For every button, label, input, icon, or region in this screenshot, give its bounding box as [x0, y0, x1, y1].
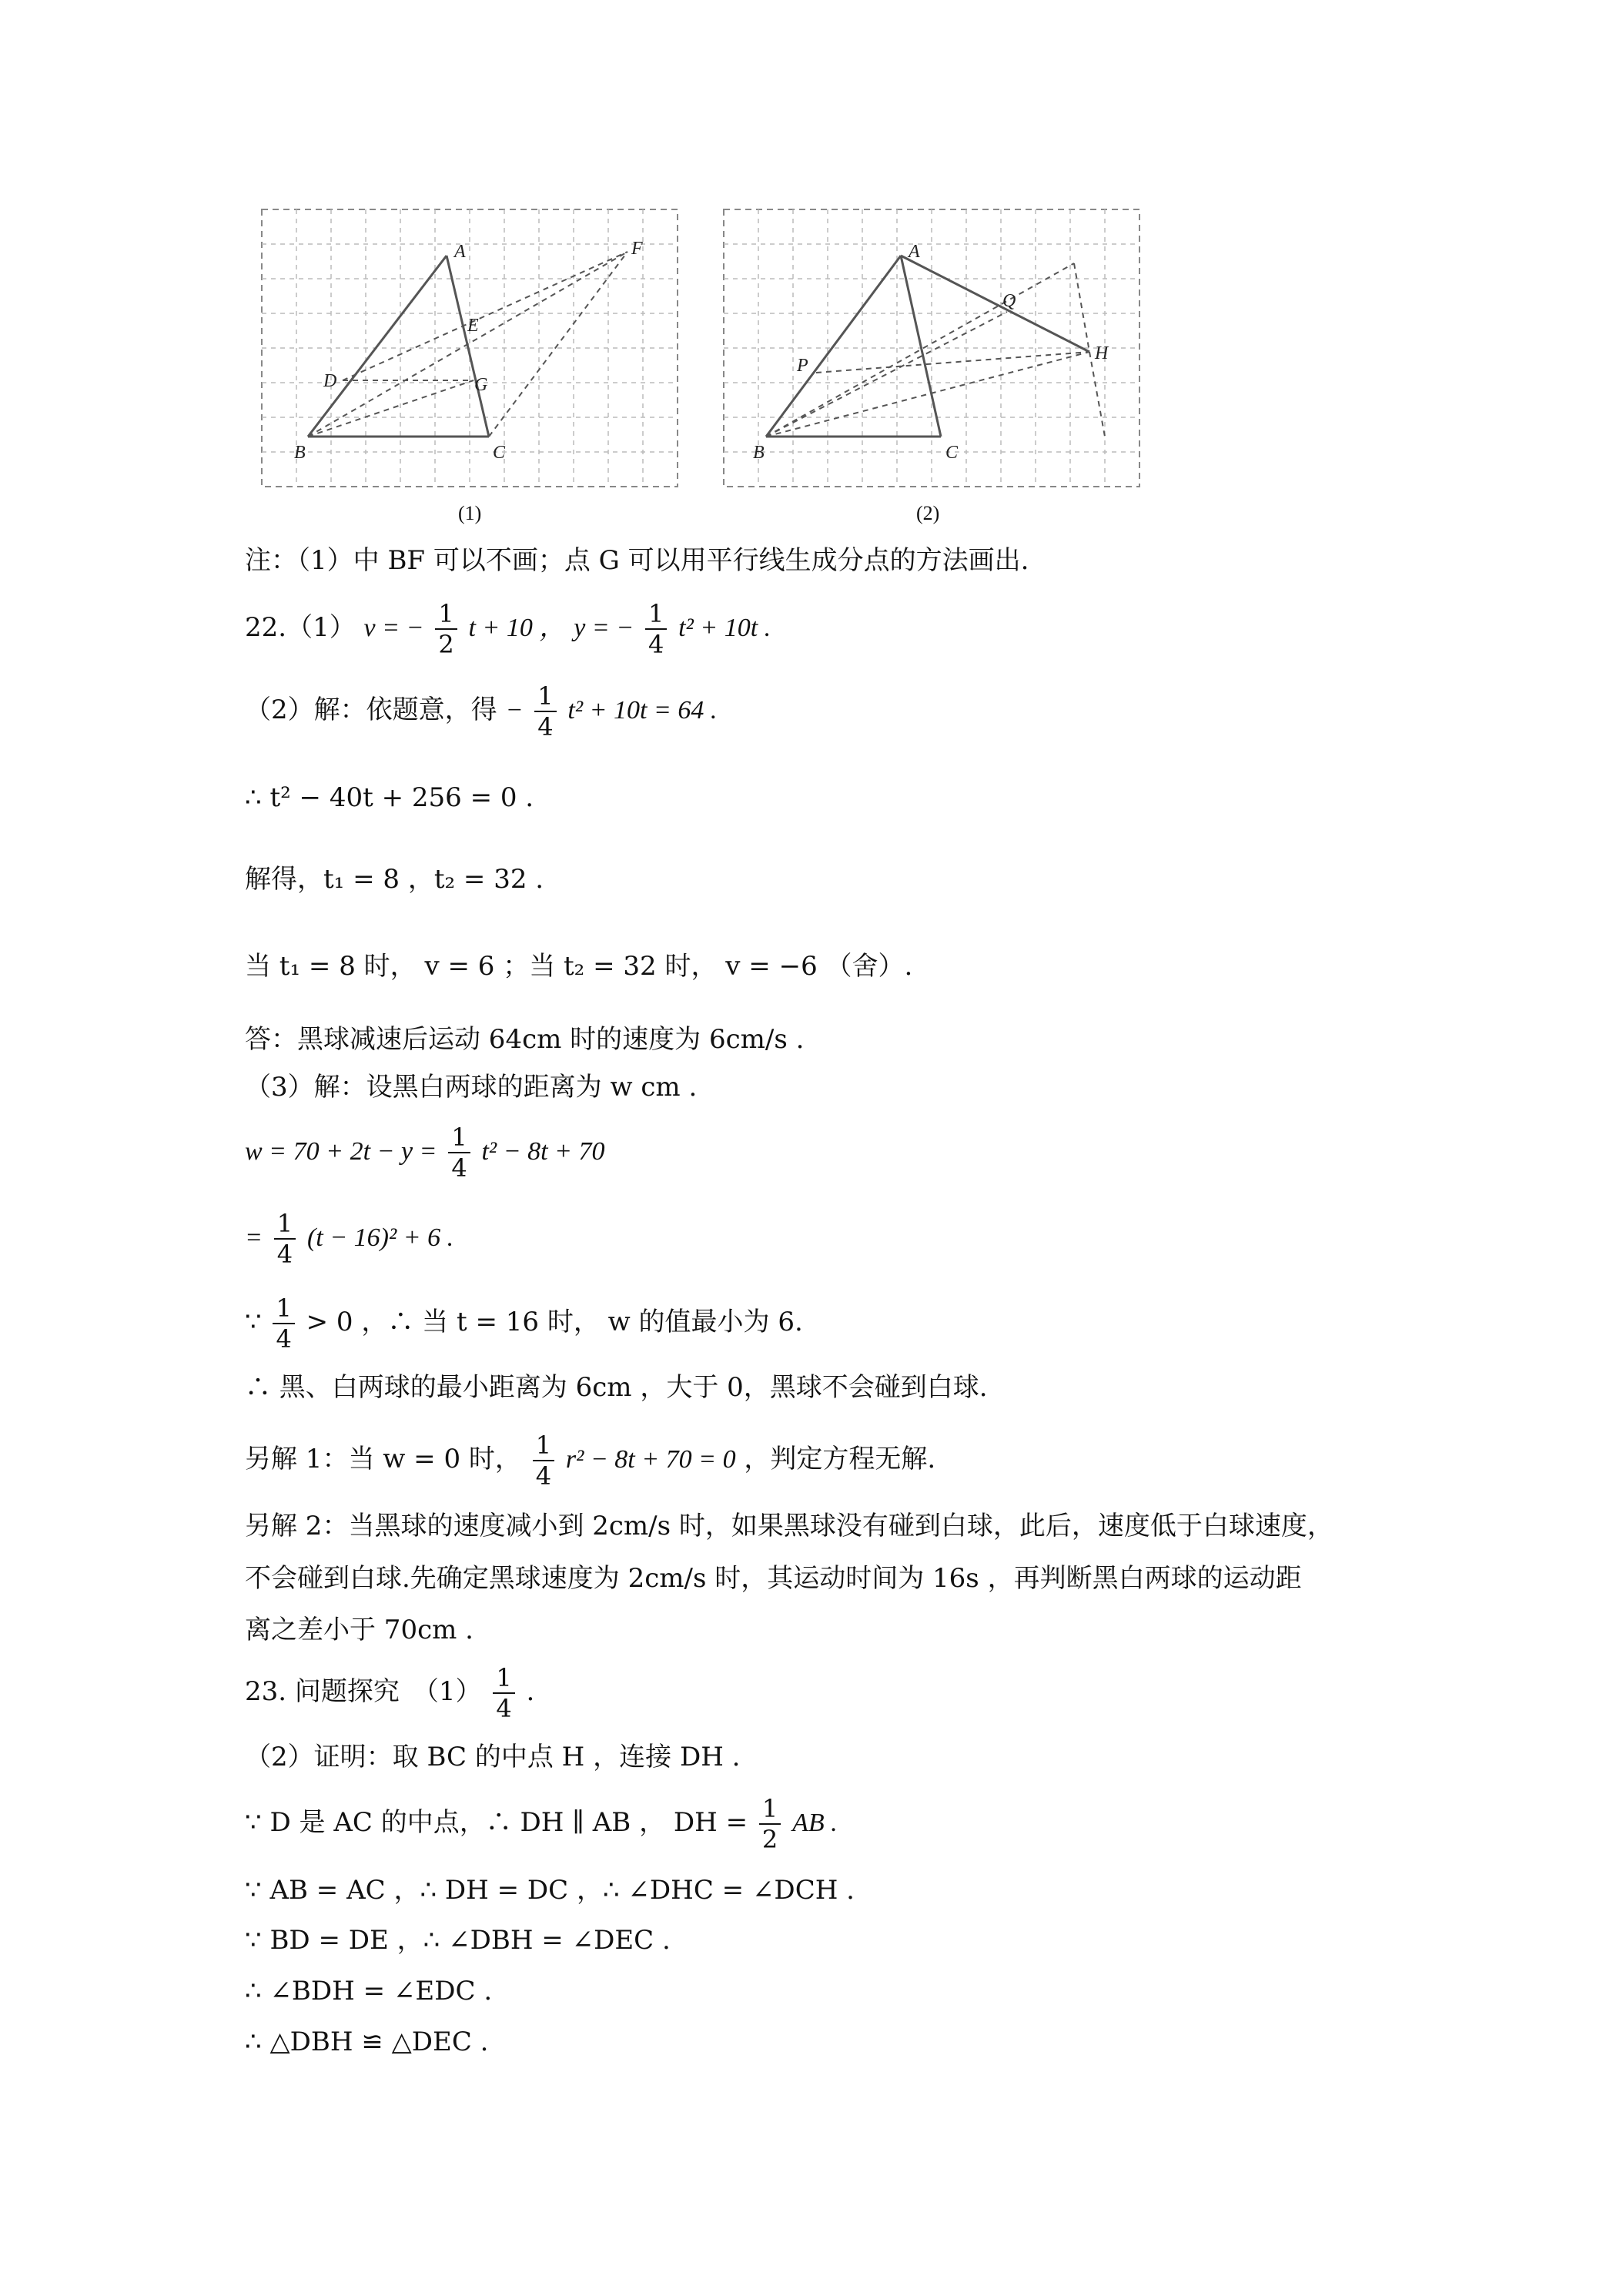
v-lhs: v = − — [363, 614, 424, 642]
w-lhs: w = 70 + 2t − y = — [245, 1137, 437, 1166]
since-line — [245, 1294, 803, 1354]
q22-solution: 解得，t₁ = 8 ，t₂ = 32 . — [245, 864, 544, 895]
note-line: 注：（1）中 BF 可以不画；点 G 可以用平行线生成分点的方法画出. — [245, 545, 1029, 576]
label-a: A — [454, 242, 466, 262]
q22-answer: 答：黑球减速后运动 64cm 时的速度为 6cm/s . — [245, 1024, 805, 1055]
alt1-suffix: ，判定方程无解. — [744, 1444, 936, 1474]
figure-2 — [716, 202, 1155, 525]
w2-rhs: (t − 16)² + 6 . — [306, 1223, 454, 1252]
eq2-lhs: − — [505, 696, 524, 725]
frac-den: 4 — [648, 630, 664, 659]
q23-dh-suffix: AB . — [792, 1809, 838, 1837]
frac-num: 1 — [533, 1431, 554, 1461]
frac-den: 4 — [537, 712, 554, 741]
q22-equation: ∴ t² − 40t + 256 = 0 . — [245, 782, 534, 813]
eq2-rhs: t² + 10t = 64 . — [567, 696, 718, 725]
fraction-half — [435, 599, 457, 659]
label-p: P — [797, 356, 808, 376]
w-expression — [245, 1123, 604, 1183]
label-c: C — [493, 443, 506, 463]
q22-conclusion: ∴ 黑、白两球的最小距离为 6cm ，大于 0，黑球不会碰到白球. — [245, 1372, 988, 1403]
fraction-half — [759, 1794, 781, 1854]
alt-solution-2-line2: 不会碰到白球.先确定黑球速度为 2cm/s 时，其运动时间为 16s ，再判断黑白两球的运动距 — [245, 1563, 1302, 1594]
fraction-quarter — [448, 1123, 470, 1183]
alt-solution-1 — [245, 1431, 935, 1491]
frac-num: 1 — [493, 1663, 514, 1694]
frac-den: 4 — [276, 1240, 293, 1269]
w-completed-square — [245, 1209, 453, 1269]
q22-part3: （3）解：设黑白两球的距离为 w cm . — [245, 1072, 698, 1103]
figure-1 — [254, 202, 693, 525]
figure-1-caption: (1) — [458, 502, 482, 524]
y-lhs: y = − — [574, 614, 634, 642]
q23-part2: （2）证明：取 BC 的中点 H ，连接 DH . — [245, 1742, 741, 1772]
frac-num: 1 — [448, 1123, 470, 1153]
frac-num: 1 — [274, 1209, 296, 1240]
frac-num: 1 — [534, 681, 556, 712]
frac-num: 1 — [645, 599, 667, 630]
fraction-quarter — [493, 1663, 514, 1723]
q23-line6: ∴ △DBH ≌ △DEC . — [245, 2027, 489, 2057]
q22-when: 当 t₁ = 8 时， v = 6 ；当 t₂ = 32 时， v = −6 （舍）. — [245, 951, 913, 982]
label-b: B — [753, 443, 765, 463]
alt-solution-2-line3: 离之差小于 70cm . — [245, 1615, 474, 1645]
frac-den: 2 — [761, 1825, 778, 1854]
label-c: C — [945, 443, 959, 463]
q22-part1-prefix: 22.（1） — [245, 612, 356, 643]
label-h: H — [1095, 343, 1109, 363]
fraction-quarter — [274, 1209, 296, 1269]
y-rhs: t² + 10t . — [678, 614, 771, 642]
alt1-rhs: r² − 8t + 70 = 0 — [565, 1445, 736, 1474]
frac-den: 4 — [451, 1153, 467, 1183]
q22-part1 — [245, 599, 771, 659]
label-b: B — [294, 443, 306, 463]
since-rhs: > 0 ，∴ 当 t = 16 时， w 的值最小为 6. — [306, 1307, 803, 1337]
fraction-quarter — [273, 1294, 294, 1354]
q23-dh-line — [245, 1794, 838, 1854]
frac-den: 4 — [496, 1694, 512, 1723]
q23-prefix: 23. 问题探究 （1） — [245, 1676, 482, 1707]
fraction-quarter — [645, 599, 667, 659]
fraction-quarter — [533, 1431, 554, 1491]
q23-line4: ∵ BD = DE ，∴ ∠DBH = ∠DEC . — [245, 1925, 671, 1956]
q23-part1 — [245, 1663, 534, 1723]
frac-den: 4 — [276, 1324, 292, 1354]
w2-lhs: = — [245, 1223, 263, 1252]
alt1-prefix: 另解 1：当 w = 0 时， — [245, 1444, 521, 1474]
frac-den: 4 — [535, 1461, 552, 1491]
since-lhs: ∵ — [245, 1307, 262, 1337]
figure-2-caption: (2) — [916, 502, 940, 524]
q23-line5: ∴ ∠BDH = ∠EDC . — [245, 1976, 493, 2006]
q23-frac-suffix: . — [526, 1676, 535, 1707]
label-g: G — [474, 375, 488, 395]
w-rhs: t² − 8t + 70 — [481, 1137, 605, 1166]
q22-part2 — [245, 681, 717, 741]
label-a: A — [909, 242, 920, 262]
label-q: Q — [1002, 291, 1016, 311]
v-rhs: t + 10 ， — [468, 614, 566, 642]
label-d: D — [323, 371, 337, 391]
frac-num: 1 — [759, 1794, 781, 1825]
q23-line3: ∵ AB = AC ，∴ DH = DC ，∴ ∠DHC = ∠DCH . — [245, 1875, 855, 1906]
alt-solution-2-line1: 另解 2：当黑球的速度减小到 2cm/s 时，如果黑球没有碰到白球，此后，速度低于白球速度， — [245, 1511, 1334, 1541]
frac-num: 1 — [435, 599, 457, 630]
frac-den: 2 — [438, 630, 454, 659]
label-f: F — [631, 239, 643, 259]
frac-num: 1 — [273, 1294, 294, 1324]
q23-dh-prefix: ∵ D 是 AC 的中点，∴ DH ∥ AB ， DH = — [245, 1807, 748, 1838]
fraction-quarter — [534, 681, 556, 741]
label-e: E — [467, 316, 479, 336]
q22-part2-prefix: （2）解：依题意，得 — [245, 694, 497, 725]
